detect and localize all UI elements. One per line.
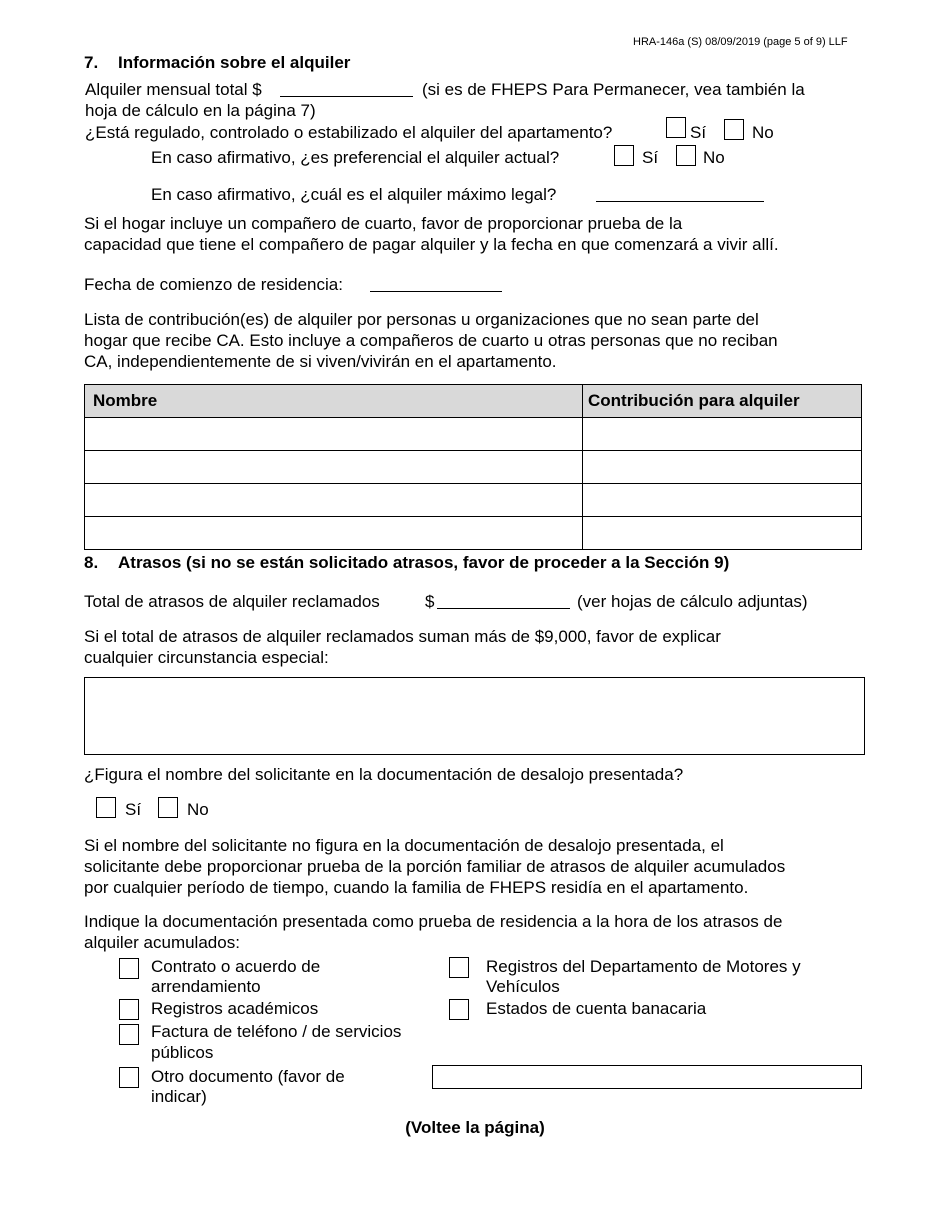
contribution-cell[interactable] bbox=[583, 484, 862, 517]
doc-bank-checkbox[interactable] bbox=[449, 999, 469, 1020]
table-row bbox=[85, 451, 862, 484]
turn-page-note: (Voltee la página) bbox=[405, 1118, 545, 1137]
doc-dmv-label-1: Registros del Departamento de Motores y bbox=[486, 957, 801, 976]
name-cell[interactable] bbox=[85, 418, 583, 451]
doc-other-checkbox[interactable] bbox=[119, 1067, 139, 1088]
monthly-rent-note-1: (si es de FHEPS Para Permanecer, vea también la bbox=[422, 80, 805, 99]
arrears-total-note: (ver hojas de cálculo adjuntas) bbox=[577, 592, 808, 611]
doc-other-label-2: indicar) bbox=[151, 1087, 207, 1106]
if-not-text-3: por cualquier período de tiempo, cuando la familia de FHEPS residía en el apartamento. bbox=[84, 878, 749, 897]
applicant-name-question: ¿Figura el nombre del solicitante en la documentación de desalojo presentada? bbox=[84, 765, 684, 784]
contribution-cell[interactable] bbox=[583, 517, 862, 550]
name-no-checkbox[interactable] bbox=[158, 797, 178, 818]
regulated-no-label: No bbox=[752, 123, 774, 142]
doc-utility-label-2: públicos bbox=[151, 1043, 214, 1062]
monthly-rent-label: Alquiler mensual total $ bbox=[85, 80, 262, 99]
start-date-field[interactable] bbox=[370, 291, 502, 292]
doc-lease-label-1: Contrato o acuerdo de bbox=[151, 957, 321, 976]
name-cell[interactable] bbox=[85, 484, 583, 517]
preferential-yes-label: Sí bbox=[642, 148, 659, 167]
contrib-text-2: hogar que recibe CA. Esto incluye a compañeros de cuarto u otras personas que no reciban bbox=[84, 331, 778, 350]
name-cell[interactable] bbox=[85, 451, 583, 484]
rent-contribution-table bbox=[84, 384, 862, 550]
section-8-number: 8. bbox=[84, 553, 99, 572]
docs-text-1: Indique la documentación presentada como prueba de residencia a la hora de los atrasos de bbox=[84, 912, 783, 931]
regulated-question: ¿Está regulado, controlado o estabilizado el alquiler del apartamento? bbox=[85, 123, 613, 142]
name-yes-checkbox[interactable] bbox=[96, 797, 116, 818]
regulated-yes-checkbox[interactable] bbox=[666, 117, 686, 138]
doc-utility-checkbox[interactable] bbox=[119, 1024, 139, 1045]
doc-utility-label-1: Factura de teléfono / de servicios bbox=[151, 1022, 402, 1041]
if-not-text-2: solicitante debe proporcionar prueba de la porción familiar de atrasos de alquiler acumulados bbox=[84, 857, 786, 876]
roommate-text-1: Si el hogar incluye un compañero de cuarto, favor de proporcionar prueba de la bbox=[84, 214, 683, 233]
arrears-total-field[interactable] bbox=[437, 608, 570, 609]
doc-school-label: Registros académicos bbox=[151, 999, 319, 1018]
over-9000-text-2: cualquier circunstancia especial: bbox=[84, 648, 329, 667]
name-yes-label: Sí bbox=[125, 800, 142, 819]
max-legal-question: En caso afirmativo, ¿cuál es el alquiler máximo legal? bbox=[151, 185, 557, 204]
doc-dmv-checkbox[interactable] bbox=[449, 957, 469, 978]
contribution-cell[interactable] bbox=[583, 451, 862, 484]
contribution-cell[interactable] bbox=[583, 418, 862, 451]
preferential-question: En caso afirmativo, ¿es preferencial el alquiler actual? bbox=[151, 148, 560, 167]
monthly-rent-field[interactable] bbox=[280, 96, 413, 97]
roommate-text-2: capacidad que tiene el compañero de pagar alquiler y la fecha en que comenzará a vivir allí. bbox=[84, 235, 779, 254]
arrears-dollar-sign: $ bbox=[425, 592, 435, 611]
doc-bank-label: Estados de cuenta banacaria bbox=[486, 999, 707, 1018]
if-not-text-1: Si el nombre del solicitante no figura en la documentación de desalojo presentada, el bbox=[84, 836, 724, 855]
preferential-no-checkbox[interactable] bbox=[676, 145, 696, 166]
contrib-text-1: Lista de contribución(es) de alquiler por personas u organizaciones que no sean parte del bbox=[84, 310, 759, 329]
table-row bbox=[85, 418, 862, 451]
doc-other-label-1: Otro documento (favor de bbox=[151, 1067, 345, 1086]
name-cell[interactable] bbox=[85, 517, 583, 550]
name-no-label: No bbox=[187, 800, 209, 819]
start-date-label: Fecha de comienzo de residencia: bbox=[84, 275, 343, 294]
table-row bbox=[85, 484, 862, 517]
monthly-rent-note-2: hoja de cálculo en la página 7) bbox=[85, 101, 316, 120]
col-header-name: Nombre bbox=[85, 385, 583, 418]
doc-lease-label-2: arrendamiento bbox=[151, 977, 261, 996]
docs-text-2: alquiler acumulados: bbox=[84, 933, 240, 952]
table-row bbox=[85, 517, 862, 550]
section-8-title: Atrasos (si no se están solicitado atrasos, favor de proceder a la Sección 9) bbox=[118, 553, 730, 572]
regulated-no-checkbox[interactable] bbox=[724, 119, 744, 140]
doc-school-checkbox[interactable] bbox=[119, 999, 139, 1020]
doc-other-specify-field[interactable] bbox=[432, 1065, 862, 1089]
doc-dmv-label-2: Vehículos bbox=[486, 977, 560, 996]
section-7-title: Información sobre el alquiler bbox=[118, 53, 351, 72]
col-header-contribution: Contribución para alquiler bbox=[583, 385, 862, 418]
over-9000-text-1: Si el total de atrasos de alquiler reclamados suman más de $9,000, favor de explicar bbox=[84, 627, 721, 646]
arrears-total-label: Total de atrasos de alquiler reclamados bbox=[84, 592, 380, 611]
contrib-text-3: CA, independientemente de si viven/vivirán en el apartamento. bbox=[84, 352, 557, 371]
doc-lease-checkbox[interactable] bbox=[119, 958, 139, 979]
form-id: HRA-146a (S) 08/09/2019 (page 5 of 9) LLF bbox=[633, 36, 848, 48]
regulated-yes-label: Sí bbox=[690, 123, 707, 142]
section-7-number: 7. bbox=[84, 53, 99, 72]
preferential-yes-checkbox[interactable] bbox=[614, 145, 634, 166]
max-legal-field[interactable] bbox=[596, 201, 764, 202]
special-circumstances-textarea[interactable] bbox=[84, 677, 865, 755]
preferential-no-label: No bbox=[703, 148, 725, 167]
